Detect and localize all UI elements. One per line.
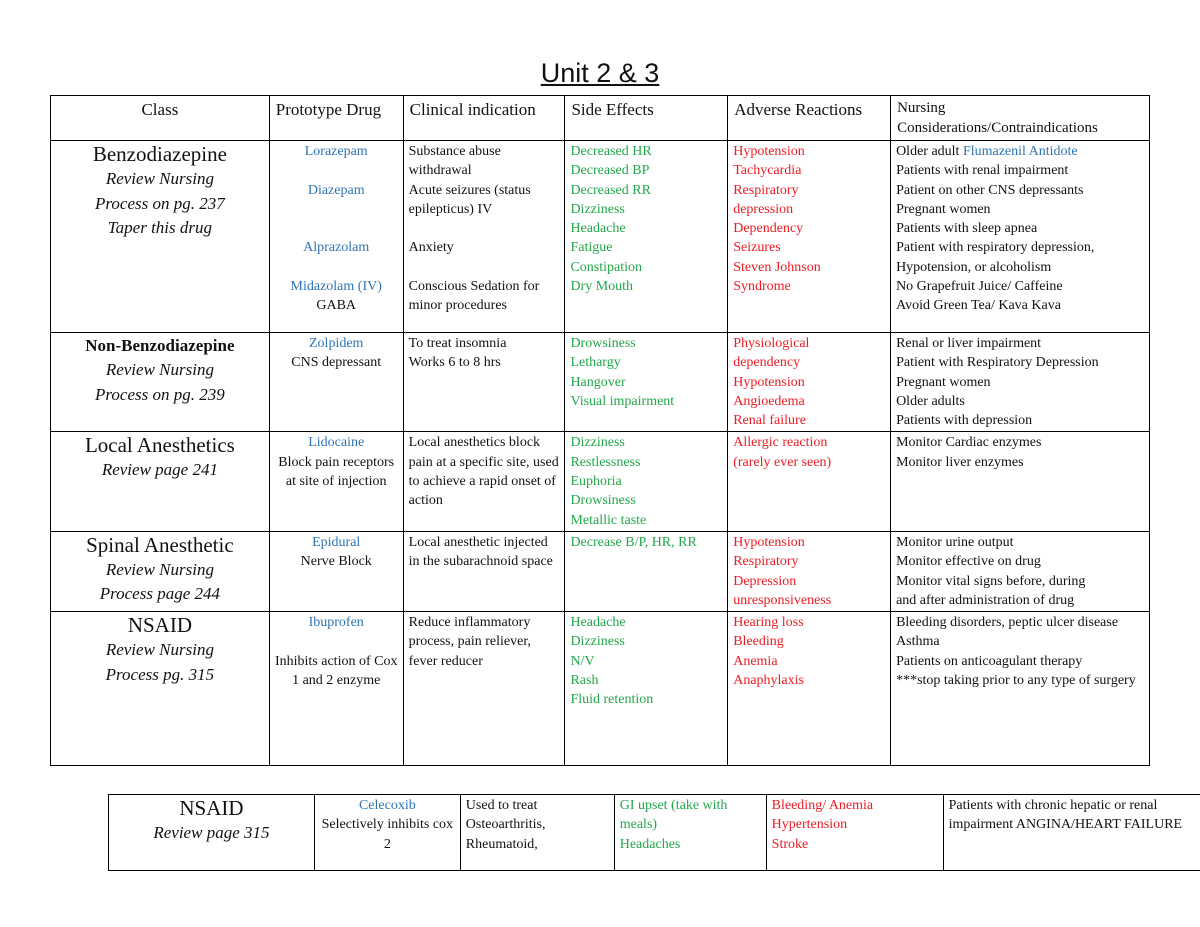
drug-name: Midazolam (IV) bbox=[290, 279, 382, 295]
indication-cell bbox=[403, 612, 565, 766]
review-line: Review Nursing bbox=[105, 640, 214, 660]
adverse-reaction: Hypertension bbox=[771, 817, 848, 833]
adverse-reaction: Allergic reaction bbox=[733, 435, 828, 451]
side-effect: Headaches bbox=[619, 836, 681, 852]
page-title: Unit 2 & 3 bbox=[540, 58, 660, 88]
side-effect: Drowsiness bbox=[570, 336, 636, 351]
nursing-item: Monitor Cardiac enzymes bbox=[896, 435, 1042, 451]
review-line: Process on pg. 239 bbox=[95, 384, 225, 404]
side-effect: Decrease B/P, HR, RR bbox=[570, 534, 697, 550]
indication-text: Anxiety bbox=[408, 240, 454, 256]
side-effect: Visual impairment bbox=[570, 393, 675, 409]
class-name: Benzodiazepine bbox=[92, 142, 227, 166]
side-effect: N/V bbox=[570, 653, 595, 669]
prototype-cell bbox=[269, 141, 403, 333]
adverse-reaction: Bleeding/ Anemia bbox=[771, 798, 874, 813]
table-row bbox=[51, 141, 1150, 333]
class-cell bbox=[51, 432, 270, 531]
nursing-item: Patients with renal impairment bbox=[896, 163, 1069, 179]
side-effect: Decreased RR bbox=[570, 182, 651, 198]
class-cell bbox=[51, 141, 270, 333]
side-effect: Fatigue bbox=[570, 240, 613, 256]
drug-name: Celecoxib bbox=[358, 798, 416, 813]
indication-text: Acute seizures (status epilepticus) IV bbox=[408, 182, 531, 217]
side-effect: Dry Mouth bbox=[570, 279, 634, 295]
class-name: Spinal Anesthetic bbox=[86, 532, 234, 557]
indication-text: Substance abuse withdrawal bbox=[408, 144, 501, 179]
indication-cell bbox=[460, 795, 614, 871]
nursing-item: Renal or liver impairment bbox=[896, 336, 1042, 351]
class-cell bbox=[51, 531, 270, 611]
prototype-cell bbox=[269, 432, 403, 531]
review-line: Review page 315 bbox=[153, 823, 270, 842]
review-line: Review page 241 bbox=[101, 460, 218, 480]
nursing-item: Pregnant women bbox=[896, 374, 991, 390]
side-effects-cell bbox=[565, 432, 728, 531]
drug-note: Block pain receptors at site of injection bbox=[278, 454, 395, 490]
review-line: Review Nursing bbox=[105, 360, 214, 379]
header-prototype: Prototype Drug bbox=[269, 96, 403, 141]
review-line: Process pg. 315 bbox=[105, 664, 215, 684]
prototype-cell bbox=[314, 795, 460, 871]
side-effects-cell bbox=[565, 612, 728, 766]
adverse-reaction: Tachycardia bbox=[733, 163, 802, 179]
adverse-reaction: (rarely ever seen) bbox=[733, 454, 832, 470]
side-effects-cell bbox=[565, 531, 728, 611]
side-effects-cell bbox=[565, 333, 728, 432]
header-class: Class bbox=[51, 96, 270, 141]
drug-name: Lidocaine bbox=[308, 435, 365, 451]
nursing-item: Patients with depression bbox=[896, 413, 1033, 429]
adverse-reaction: Renal failure bbox=[733, 413, 806, 429]
nursing-item: Patients on anticoagulant therapy bbox=[896, 653, 1083, 669]
review-line: Review Nursing bbox=[105, 559, 214, 579]
nursing-cell bbox=[891, 531, 1150, 611]
indication-text: Works 6 to 8 hrs bbox=[408, 355, 501, 371]
adverse-reaction: Hypotension bbox=[733, 144, 805, 159]
nursing-item: and after administration of drug bbox=[896, 592, 1075, 608]
drug-name: Lorazepam bbox=[304, 144, 368, 159]
adverse-reaction: Hypotension bbox=[733, 534, 805, 550]
adverse-reaction: dependency bbox=[733, 355, 801, 371]
nursing-cell bbox=[891, 141, 1150, 333]
drug-note: Inhibits action of Cox 1 and 2 enzyme bbox=[274, 653, 398, 689]
adverse-reaction: Syndrome bbox=[733, 279, 791, 295]
nursing-item: No Grapefruit Juice/ Caffeine bbox=[896, 279, 1063, 295]
adverse-cell bbox=[728, 531, 891, 611]
adverse-reaction: Bleeding bbox=[733, 634, 784, 650]
indication-text: Used to treat Osteoarthritis, Rheumatoid, bbox=[465, 798, 546, 852]
class-name: Non-Benzodiazepine bbox=[85, 336, 235, 355]
table-row bbox=[51, 432, 1150, 531]
header-nursing: Nursing Considerations/Contraindications bbox=[891, 96, 1150, 141]
drug-name: Zolpidem bbox=[309, 336, 364, 351]
nursing-item: Older adult bbox=[896, 144, 963, 159]
adverse-cell bbox=[728, 432, 891, 531]
nursing-item: ***stop taking prior to any type of surgery bbox=[896, 673, 1136, 689]
header-adverse: Adverse Reactions bbox=[728, 96, 891, 141]
adverse-reaction: Depression bbox=[733, 573, 797, 589]
nursing-item: Monitor effective on drug bbox=[896, 554, 1041, 570]
header-clinical: Clinical indication bbox=[403, 96, 565, 141]
side-effect: Decreased HR bbox=[570, 144, 652, 159]
side-effect: Restlessness bbox=[570, 454, 641, 470]
indication-cell bbox=[403, 333, 565, 432]
review-line: Taper this drug bbox=[107, 218, 213, 237]
adverse-reaction: Respiratory bbox=[733, 182, 799, 198]
adverse-reaction: Steven Johnson bbox=[733, 259, 821, 275]
table-row bbox=[51, 531, 1150, 611]
nursing-cell bbox=[891, 432, 1150, 531]
drug-note: Nerve Block bbox=[300, 554, 372, 570]
adverse-reaction: Stroke bbox=[771, 836, 809, 852]
indication-text: Reduce inflammatory process, pain reliever, fever reducer bbox=[408, 615, 531, 669]
nursing-item: Monitor urine output bbox=[896, 534, 1014, 550]
celecoxib-table bbox=[108, 794, 1200, 871]
prototype-cell bbox=[269, 333, 403, 432]
review-line: Process page 244 bbox=[99, 584, 221, 604]
review-line: Process on pg. 237 bbox=[95, 193, 225, 213]
class-name: Local Anesthetics bbox=[84, 433, 235, 458]
adverse-reaction: Seizures bbox=[733, 240, 781, 256]
adverse-reaction: Respiratory bbox=[733, 554, 799, 570]
nursing-item: Older adults bbox=[896, 393, 965, 409]
drug-note: Selectively inhibits cox 2 bbox=[321, 817, 454, 852]
adverse-reaction: Anemia bbox=[733, 653, 778, 669]
class-cell bbox=[109, 795, 315, 871]
adverse-reaction: Dependency bbox=[733, 221, 804, 237]
nursing-item: Patient with respiratory depression, bbox=[896, 240, 1095, 256]
table-row bbox=[51, 612, 1150, 766]
drug-note: CNS depressant bbox=[291, 355, 382, 371]
header-row bbox=[51, 96, 1150, 141]
prototype-cell bbox=[269, 612, 403, 766]
adverse-reaction: unresponsiveness bbox=[733, 592, 832, 608]
side-effect: Headache bbox=[570, 221, 626, 237]
adverse-cell bbox=[728, 612, 891, 766]
side-effect: Headache bbox=[570, 615, 626, 631]
adverse-reaction: Hearing loss bbox=[733, 615, 804, 631]
class-cell bbox=[51, 612, 270, 766]
adverse-cell bbox=[728, 141, 891, 333]
side-effect: Rash bbox=[570, 673, 599, 689]
drug-table bbox=[50, 95, 1150, 766]
drug-name: Alprazolam bbox=[303, 240, 370, 256]
side-effect: Metallic taste bbox=[570, 512, 647, 528]
drug-name: Epidural bbox=[312, 534, 361, 550]
nursing-item: Avoid Green Tea/ Kava Kava bbox=[896, 298, 1061, 314]
class-cell bbox=[51, 333, 270, 432]
nursing-item: Bleeding disorders, peptic ulcer disease bbox=[896, 615, 1119, 631]
header-side-effects: Side Effects bbox=[565, 96, 728, 141]
side-effect: Drowsiness bbox=[570, 493, 636, 509]
drug-note: GABA bbox=[316, 298, 357, 314]
class-name: NSAID bbox=[127, 613, 192, 638]
drug-name: Diazepam bbox=[307, 182, 365, 198]
side-effects-cell bbox=[614, 795, 766, 871]
adverse-reaction: Angioedema bbox=[733, 393, 805, 409]
side-effect: Hangover bbox=[570, 374, 626, 390]
side-effect: Fluid retention bbox=[570, 692, 654, 708]
prototype-cell bbox=[269, 531, 403, 611]
adverse-cell bbox=[728, 333, 891, 432]
indication-text: Local anesthetic injected in the subarachnoid space bbox=[408, 534, 553, 570]
side-effect: Constipation bbox=[570, 259, 642, 275]
side-effect: GI upset (take with meals) bbox=[619, 798, 728, 833]
nursing-item: Asthma bbox=[896, 634, 940, 650]
antidote-note: Flumazenil Antidote bbox=[962, 144, 1078, 159]
nursing-item: Hypotension, or alcoholism bbox=[896, 259, 1052, 275]
side-effect: Decreased BP bbox=[570, 163, 650, 179]
indication-text: Conscious Sedation for minor procedures bbox=[408, 279, 540, 314]
indication-cell bbox=[403, 432, 565, 531]
adverse-reaction: Hypotension bbox=[733, 374, 805, 390]
nursing-item: Monitor liver enzymes bbox=[896, 454, 1024, 470]
indication-cell bbox=[403, 531, 565, 611]
nursing-cell bbox=[891, 333, 1150, 432]
side-effect: Dizziness bbox=[570, 201, 625, 217]
adverse-reaction: Anaphylaxis bbox=[733, 673, 804, 689]
indication-text: To treat insomnia bbox=[408, 336, 507, 351]
drug-name: Ibuprofen bbox=[308, 615, 364, 631]
table-row bbox=[51, 333, 1150, 432]
side-effect: Dizziness bbox=[570, 634, 625, 650]
adverse-reaction: Physiological bbox=[733, 336, 810, 351]
indication-text: Local anesthetics block pain at a specific site, used to achieve a rapid onset of action bbox=[408, 435, 559, 509]
indication-cell bbox=[403, 141, 565, 333]
side-effect: Euphoria bbox=[570, 474, 622, 490]
side-effect: Lethargy bbox=[570, 355, 621, 371]
nursing-cell bbox=[891, 612, 1150, 766]
table-row bbox=[109, 795, 1200, 871]
review-line: Review Nursing bbox=[105, 169, 214, 188]
side-effects-cell bbox=[565, 141, 728, 333]
nursing-item: Patients with sleep apnea bbox=[896, 221, 1038, 237]
nursing-cell bbox=[943, 795, 1200, 871]
nursing-item: Patient on other CNS depressants bbox=[896, 182, 1084, 198]
nursing-item: Pregnant women bbox=[896, 201, 991, 217]
nursing-item: Patient with Respiratory Depression bbox=[896, 355, 1099, 371]
adverse-reaction: depression bbox=[733, 201, 794, 217]
nursing-item: Patients with chronic hepatic or renal impairment ANGINA/HEART FAILURE bbox=[948, 798, 1183, 833]
side-effect: Dizziness bbox=[570, 435, 625, 451]
nursing-item: Monitor vital signs before, during bbox=[896, 573, 1086, 589]
class-name: NSAID bbox=[179, 796, 244, 820]
adverse-cell bbox=[766, 795, 943, 871]
